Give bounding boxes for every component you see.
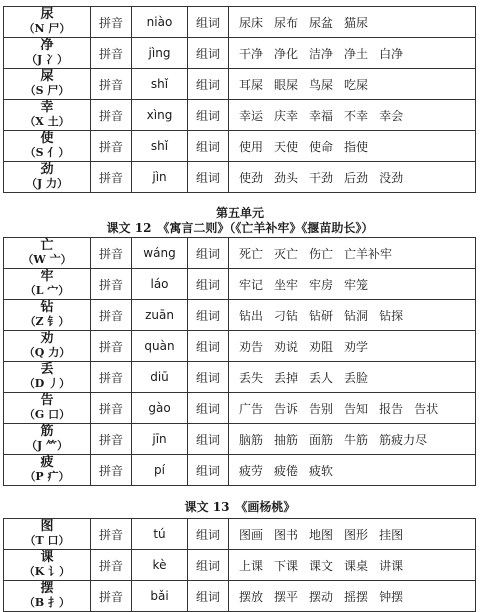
zuci-label: 组词 xyxy=(188,455,229,486)
word: 尿床 xyxy=(239,15,264,30)
word: 疲劳 xyxy=(239,463,264,478)
word: 坐牢 xyxy=(274,277,299,292)
hanzi: 牢 xyxy=(40,269,54,284)
lesson-13-title: 课文 13 《画杨桃》 xyxy=(184,500,296,514)
pinyin-value: shǐ xyxy=(132,131,188,162)
zuci-label: 组词 xyxy=(188,69,229,100)
words-cell xyxy=(229,100,476,131)
pinyin-label: 拼音 xyxy=(91,300,132,331)
word: 幸运 xyxy=(239,108,264,123)
table-row xyxy=(4,162,476,193)
word: 劝学 xyxy=(344,339,369,354)
radical: （J 力） xyxy=(25,177,69,190)
word: 下课 xyxy=(274,558,299,573)
pinyin-label: 拼音 xyxy=(91,238,132,269)
pinyin-value: kè xyxy=(132,550,188,581)
word: 脑筋 xyxy=(239,432,264,447)
word: 上课 xyxy=(239,558,264,573)
word: 干净 xyxy=(239,46,264,61)
words-cell xyxy=(229,424,476,455)
word: 不幸 xyxy=(344,108,369,123)
table-row xyxy=(4,393,476,424)
words-cell xyxy=(229,581,476,612)
words-cell xyxy=(229,362,476,393)
zuci-label: 组词 xyxy=(188,162,229,193)
word: 丢脸 xyxy=(344,370,369,385)
pinyin-label: 拼音 xyxy=(91,455,132,486)
table-row xyxy=(4,550,476,581)
word: 告别 xyxy=(309,401,334,416)
radical: （N 尸） xyxy=(23,22,71,35)
pinyin-label: 拼音 xyxy=(91,581,132,612)
hanzi: 摆 xyxy=(40,581,54,596)
word: 钟摆 xyxy=(379,589,404,604)
char-cell xyxy=(4,362,91,393)
word: 图书 xyxy=(274,527,299,542)
pinyin-value: pí xyxy=(132,455,188,486)
hanzi: 使 xyxy=(40,131,54,146)
radical: （S 尸） xyxy=(24,84,70,97)
hanzi: 丢 xyxy=(40,362,54,377)
pinyin-label: 拼音 xyxy=(91,331,132,362)
radical: （B 扌） xyxy=(23,596,71,609)
char-table-3 xyxy=(3,518,476,612)
unit5-heading xyxy=(0,206,480,236)
radical: （G 口） xyxy=(23,408,71,421)
pinyin-label: 拼音 xyxy=(91,69,132,100)
pinyin-value: shǐ xyxy=(132,69,188,100)
word: 摆动 xyxy=(309,589,334,604)
zuci-label: 组词 xyxy=(188,581,229,612)
word: 庆幸 xyxy=(274,108,299,123)
radical: （P 疒） xyxy=(24,470,70,483)
words-cell xyxy=(229,393,476,424)
word: 牢记 xyxy=(239,277,264,292)
pinyin-label: 拼音 xyxy=(91,362,132,393)
pinyin-value: tú xyxy=(132,519,188,550)
pinyin-label: 拼音 xyxy=(91,100,132,131)
zuci-label: 组词 xyxy=(188,300,229,331)
table-row xyxy=(4,362,476,393)
lesson13-heading xyxy=(0,500,480,515)
pinyin-value: quàn xyxy=(132,331,188,362)
zuci-label: 组词 xyxy=(188,331,229,362)
zuci-label: 组词 xyxy=(188,362,229,393)
table-2 xyxy=(0,237,480,486)
zuci-label: 组词 xyxy=(188,550,229,581)
table-row xyxy=(4,519,476,550)
word: 净化 xyxy=(274,46,299,61)
word: 劝告 xyxy=(239,339,264,354)
word: 报告 xyxy=(379,401,404,416)
words-cell xyxy=(229,7,476,38)
table-row xyxy=(4,38,476,69)
words-cell xyxy=(229,519,476,550)
word: 白净 xyxy=(379,46,404,61)
words-cell xyxy=(229,162,476,193)
radical: （L 宀） xyxy=(24,284,70,297)
char-table-1 xyxy=(3,6,476,193)
lesson-12-title: 课文 12 《寓言二则》（《亡羊补牢》《揠苗助长》） xyxy=(106,221,374,235)
pinyin-label: 拼音 xyxy=(91,38,132,69)
word: 猫尿 xyxy=(344,15,369,30)
word: 丢人 xyxy=(309,370,334,385)
word: 丢掉 xyxy=(274,370,299,385)
char-cell xyxy=(4,38,91,69)
pinyin-value: xìng xyxy=(132,100,188,131)
char-cell xyxy=(4,581,91,612)
hanzi: 幸 xyxy=(40,100,54,115)
hanzi: 告 xyxy=(40,393,54,408)
word: 牛筋 xyxy=(344,432,369,447)
word: 摆平 xyxy=(274,589,299,604)
word: 亡羊补牢 xyxy=(344,246,393,261)
radical: （T 口） xyxy=(24,534,70,547)
word: 刁钻 xyxy=(274,308,299,323)
word: 净土 xyxy=(344,46,369,61)
pinyin-label: 拼音 xyxy=(91,424,132,455)
char-cell xyxy=(4,519,91,550)
char-cell xyxy=(4,69,91,100)
hanzi: 屎 xyxy=(40,69,54,84)
word: 使命 xyxy=(309,139,334,154)
word: 洁净 xyxy=(309,46,334,61)
pinyin-value: jīn xyxy=(132,424,188,455)
zuci-label: 组词 xyxy=(188,424,229,455)
table-1 xyxy=(0,6,480,193)
pinyin-value: jìn xyxy=(132,162,188,193)
word: 抽筋 xyxy=(274,432,299,447)
word: 使用 xyxy=(239,139,264,154)
radical: （Q 力） xyxy=(23,346,71,359)
word: 丢失 xyxy=(239,370,264,385)
word: 课桌 xyxy=(344,558,369,573)
pinyin-label: 拼音 xyxy=(91,393,132,424)
table-3 xyxy=(0,518,480,612)
hanzi: 劲 xyxy=(40,162,54,177)
char-cell xyxy=(4,455,91,486)
word: 疲软 xyxy=(309,463,334,478)
pinyin-label: 拼音 xyxy=(91,550,132,581)
char-cell xyxy=(4,300,91,331)
char-cell xyxy=(4,131,91,162)
hanzi: 尿 xyxy=(40,7,54,22)
char-cell xyxy=(4,162,91,193)
word: 地图 xyxy=(309,527,334,542)
word: 灭亡 xyxy=(274,246,299,261)
words-cell xyxy=(229,69,476,100)
pinyin-value: láo xyxy=(132,269,188,300)
pinyin-value: niào xyxy=(132,7,188,38)
words-cell xyxy=(229,269,476,300)
word: 尿盆 xyxy=(309,15,334,30)
radical: （X 土） xyxy=(24,115,70,128)
word: 眼屎 xyxy=(274,77,299,92)
char-cell xyxy=(4,331,91,362)
pinyin-label: 拼音 xyxy=(91,269,132,300)
word: 指使 xyxy=(344,139,369,154)
table-row xyxy=(4,269,476,300)
word: 广告 xyxy=(239,401,264,416)
zuci-label: 组词 xyxy=(188,131,229,162)
hanzi: 净 xyxy=(40,38,54,53)
pinyin-label: 拼音 xyxy=(91,519,132,550)
hanzi: 图 xyxy=(40,519,54,534)
table-row xyxy=(4,238,476,269)
hanzi: 亡 xyxy=(40,238,54,253)
zuci-label: 组词 xyxy=(188,269,229,300)
table-row xyxy=(4,581,476,612)
pinyin-value: zuān xyxy=(132,300,188,331)
table-row xyxy=(4,455,476,486)
char-cell xyxy=(4,424,91,455)
zuci-label: 组词 xyxy=(188,100,229,131)
word: 筋疲力尽 xyxy=(379,432,428,447)
words-cell xyxy=(229,38,476,69)
table-row xyxy=(4,131,476,162)
words-cell xyxy=(229,331,476,362)
char-table-2 xyxy=(3,237,476,486)
char-cell xyxy=(4,550,91,581)
hanzi: 劝 xyxy=(40,331,54,346)
word: 疲倦 xyxy=(274,463,299,478)
word: 钻出 xyxy=(239,308,264,323)
radical: （S 亻） xyxy=(24,146,70,159)
word: 面筋 xyxy=(309,432,334,447)
zuci-label: 组词 xyxy=(188,393,229,424)
word: 图形 xyxy=(344,527,369,542)
table-row xyxy=(4,7,476,38)
radical: （Z 钅） xyxy=(24,315,70,328)
hanzi: 课 xyxy=(40,550,54,565)
word: 钻研 xyxy=(309,308,334,323)
pinyin-label: 拼音 xyxy=(91,7,132,38)
word: 劲头 xyxy=(274,170,299,185)
word: 课文 xyxy=(309,558,334,573)
words-cell xyxy=(229,238,476,269)
word: 鸟屎 xyxy=(309,77,334,92)
pinyin-value: bǎi xyxy=(132,581,188,612)
pinyin-label: 拼音 xyxy=(91,131,132,162)
table-row xyxy=(4,424,476,455)
pinyin-label: 拼音 xyxy=(91,162,132,193)
word: 图画 xyxy=(239,527,264,542)
word: 干劲 xyxy=(309,170,334,185)
unit-title: 第五单元 xyxy=(215,206,264,220)
word: 牢笼 xyxy=(344,277,369,292)
table-row xyxy=(4,69,476,100)
radical: （J 冫） xyxy=(25,53,69,66)
word: 告状 xyxy=(414,401,439,416)
table-row xyxy=(4,331,476,362)
radical: （D 丿） xyxy=(23,377,71,390)
char-cell xyxy=(4,269,91,300)
word: 没劲 xyxy=(379,170,404,185)
word: 摇摆 xyxy=(344,589,369,604)
word: 挂图 xyxy=(379,527,404,542)
char-cell xyxy=(4,238,91,269)
pinyin-value: diū xyxy=(132,362,188,393)
word: 伤亡 xyxy=(309,246,334,261)
word: 告知 xyxy=(344,401,369,416)
char-cell xyxy=(4,100,91,131)
char-cell xyxy=(4,393,91,424)
zuci-label: 组词 xyxy=(188,519,229,550)
word: 天使 xyxy=(274,139,299,154)
pinyin-value: gào xyxy=(132,393,188,424)
zuci-label: 组词 xyxy=(188,238,229,269)
word: 尿布 xyxy=(274,15,299,30)
word: 告诉 xyxy=(274,401,299,416)
zuci-label: 组词 xyxy=(188,7,229,38)
word: 幸会 xyxy=(379,108,404,123)
words-cell xyxy=(229,131,476,162)
word: 讲课 xyxy=(379,558,404,573)
word: 使劲 xyxy=(239,170,264,185)
hanzi: 筋 xyxy=(40,424,54,439)
table-row xyxy=(4,300,476,331)
word: 钻洞 xyxy=(344,308,369,323)
hanzi: 疲 xyxy=(40,455,54,470)
word: 死亡 xyxy=(239,246,264,261)
pinyin-value: jìng xyxy=(132,38,188,69)
hanzi: 钻 xyxy=(40,300,54,315)
pinyin-value: wáng xyxy=(132,238,188,269)
word: 吃屎 xyxy=(344,77,369,92)
radical: （W 亠） xyxy=(22,253,72,266)
table-row xyxy=(4,100,476,131)
zuci-label: 组词 xyxy=(188,38,229,69)
words-cell xyxy=(229,550,476,581)
words-cell xyxy=(229,455,476,486)
word: 劝阻 xyxy=(309,339,334,354)
char-cell xyxy=(4,7,91,38)
word: 牢房 xyxy=(309,277,334,292)
word: 耳屎 xyxy=(239,77,264,92)
word: 钻探 xyxy=(379,308,404,323)
word: 后劲 xyxy=(344,170,369,185)
word: 摆放 xyxy=(239,589,264,604)
radical: （K 讠） xyxy=(23,565,71,578)
words-cell xyxy=(229,300,476,331)
word: 幸福 xyxy=(309,108,334,123)
radical: （J ⺮） xyxy=(25,439,69,452)
word: 劝说 xyxy=(274,339,299,354)
